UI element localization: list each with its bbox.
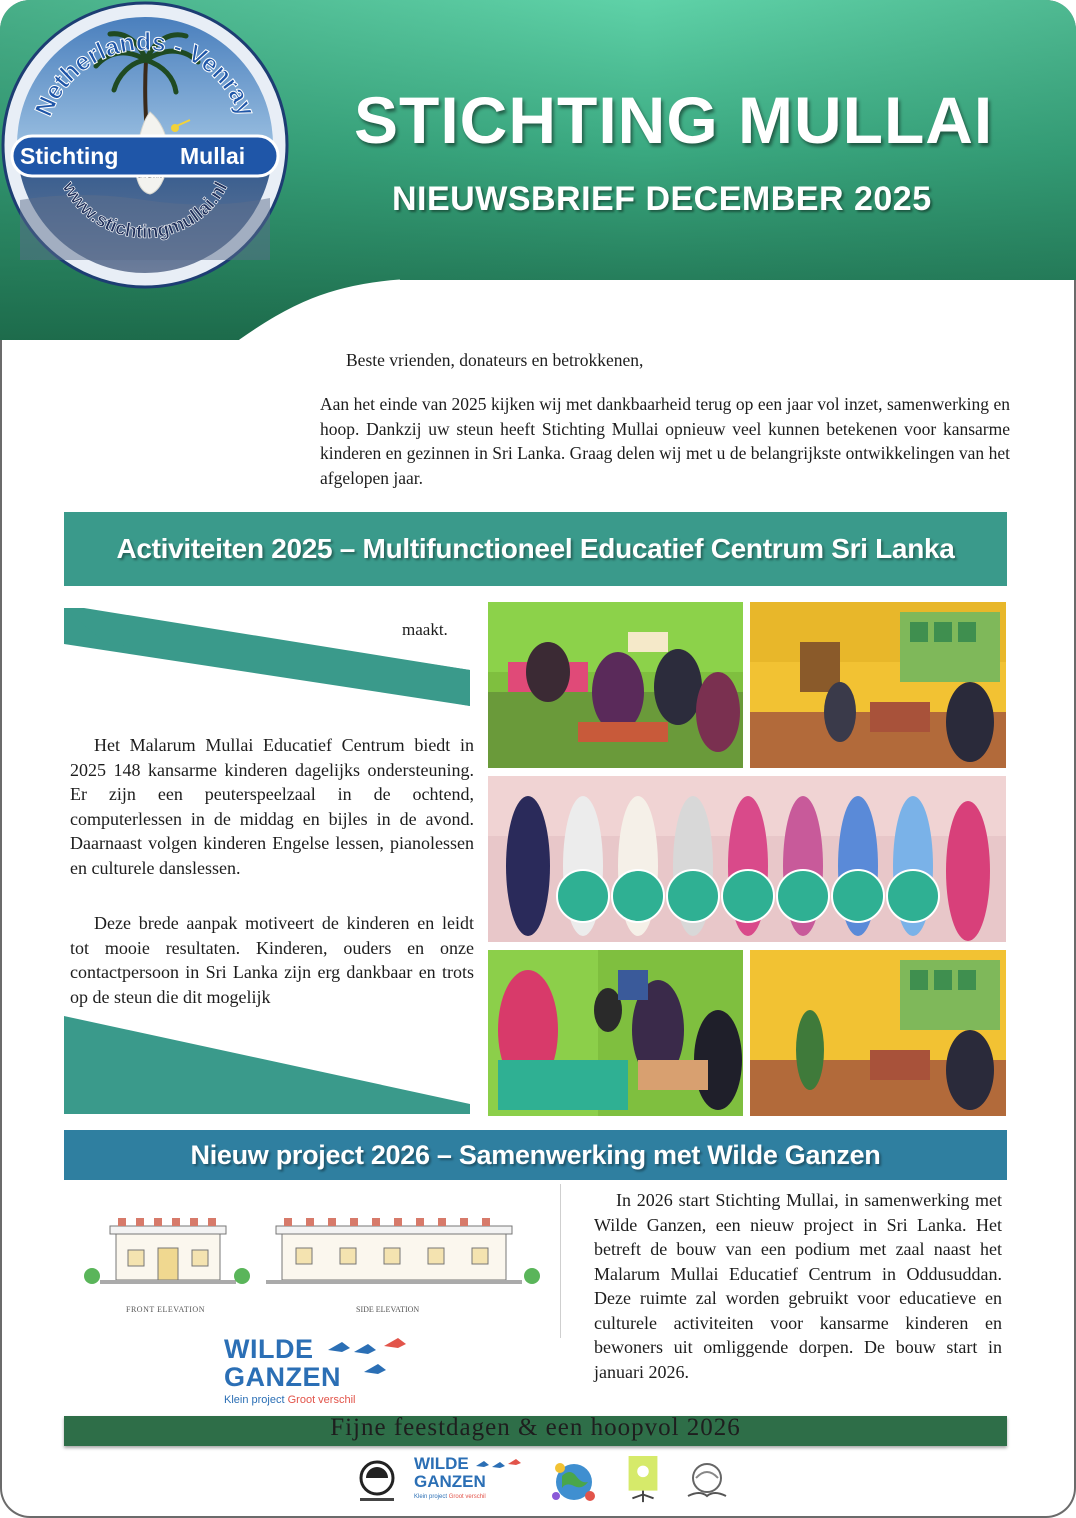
wilde-ganzen-footer-word-2: GANZEN <box>414 1472 486 1491</box>
side-elevation-label: SIDE ELEVATION <box>356 1305 420 1314</box>
activities-paragraph-1: Het Malarum Mullai Educatief Centrum biedt in 2025 148 kansarme kinderen dagelijks ondersteuning. Er zijn een peuterspeelzaal in de ochtend, computerlessen in de middag en bijles in de avond. Daarnaast volgen kinderen Engelse lessen, pianolessen en culturele danslessen. <box>70 735 474 878</box>
logo-name-left: Stichting <box>20 143 119 169</box>
wilde-ganzen-tagline <box>224 1394 355 1406</box>
wilde-ganzen-logo <box>222 1336 422 1410</box>
front-elevation-label: FRONT ELEVATION <box>126 1305 205 1314</box>
building-elevation-drawing <box>70 1184 561 1338</box>
geese-small-icon <box>474 1458 528 1488</box>
logo-url: www.stichtingmullai.nl <box>57 178 233 244</box>
text-fragment: maakt. <box>402 620 448 639</box>
stichting-mullai-logo <box>0 0 290 290</box>
wilde-ganzen-footer-word-1: WILDE <box>414 1454 469 1473</box>
front-elevation <box>84 1218 250 1314</box>
wilde-ganzen-footer-tagline <box>414 1494 486 1500</box>
wilde-ganzen-footer-tag-main: Klein project <box>414 1494 448 1500</box>
logo-name-right: Mullai <box>180 143 246 169</box>
activities-paragraph-2: Deze brede aanpak motiveert de kinderen en leidt tot mooie resultaten. Kinderen, ouders en onze contactpersoon in Sri Lanka zijn erg dankbaar en trots op de steun die dit mogelijk <box>70 913 474 1007</box>
greeting: Beste vrienden, donateurs en betrokkenen, <box>346 350 644 370</box>
photo-sewing-table <box>488 950 743 1116</box>
wilde-ganzen-word-1: WILDE <box>224 1334 314 1364</box>
header <box>0 0 1076 340</box>
project-paragraph: In 2026 start Stichting Mullai, in samenwerking met Wilde Ganzen, een nieuw project in Sri Lanka. Het betreft de bouw van een podium met zaal naast het Malarum Mullai Educatief Centrum in Oddusuddan. Deze ruimte zal worden gebruikt voor educatieve en culturele activiteiten voor kansarme kinderen en bewoners uit omliggende dorpen. De bouw start in januari 2026. <box>594 1190 1002 1382</box>
wilde-ganzen-tag-main: Klein project <box>224 1394 285 1406</box>
wilde-ganzen-footer-logo <box>414 1456 524 1506</box>
wilde-ganzen-tag-accent: Groot verschil <box>287 1394 356 1406</box>
footer-greeting: Fijne feestdagen & een hoopvol 2026 <box>330 1414 741 1441</box>
wilde-ganzen-word-2: GANZEN <box>224 1362 341 1392</box>
newsletter-title: STICHTING MULLAI <box>354 83 994 157</box>
activities-heading: Activiteiten 2025 – Multifunctioneel Educatief Centrum Sri Lanka <box>64 512 1007 586</box>
partner-logo-hands-icon <box>682 1456 732 1506</box>
geese-icon <box>324 1336 420 1392</box>
project-heading: Nieuw project 2026 – Samenwerking met Wilde Ganzen <box>64 1130 1007 1180</box>
wilde-ganzen-footer-tag-accent: Groot verschil <box>448 1494 486 1500</box>
newsletter-subtitle: NIEUWSBRIEF DECEMBER 2025 <box>392 180 932 218</box>
photo-classroom-yellow <box>750 602 1006 768</box>
partner-logo-circle-icon <box>352 1456 402 1506</box>
partner-logo-leaf-icon <box>622 1456 664 1506</box>
logo-top-text: Netherlands - Venray <box>29 27 261 121</box>
decorative-wedge-bottom <box>64 1016 470 1114</box>
intro-paragraph: Aan het einde van 2025 kijken wij met dankbaarheid terug op een jaar vol inzet, samenwerking en hoop. Dankzij uw steun heeft Stichting Mullai opnieuw veel kunnen betekenen voor kansarme kinderen en gezinnen in Sri Lanka. Graag delen wij met u de belangrijkste ontwikkelingen van het afgelopen jaar. <box>320 394 1010 488</box>
photo-group-embroidery <box>488 776 1006 942</box>
photo-classroom-sewing <box>488 602 743 768</box>
photo-classroom-yellow-2 <box>750 950 1006 1116</box>
partner-logo-globe-icon <box>546 1456 602 1506</box>
side-elevation <box>266 1218 540 1314</box>
